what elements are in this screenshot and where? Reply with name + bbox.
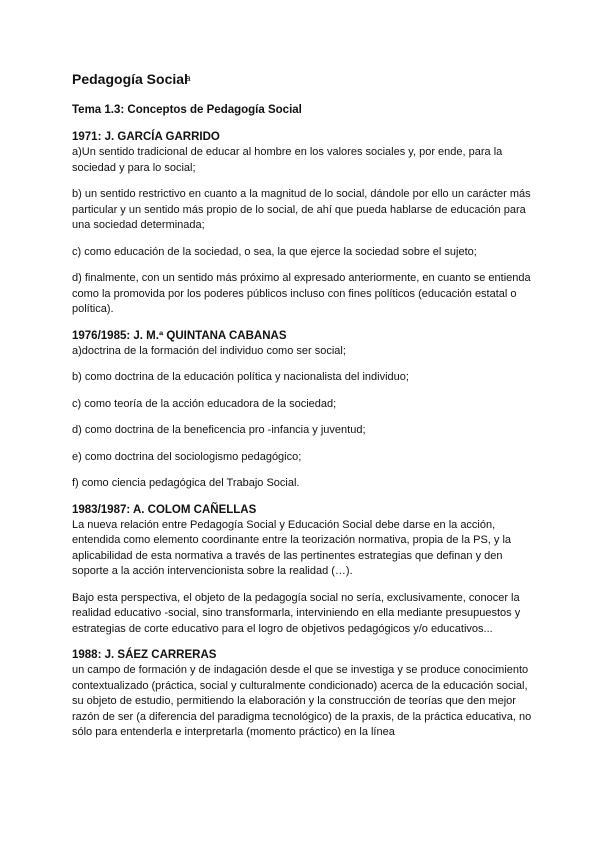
- section-garcia-garrido: [72, 130, 534, 318]
- section-quintana-cabanas: [72, 329, 534, 492]
- section-saez-carreras: [72, 648, 534, 741]
- paragraph: La nueva relación entre Pedagogía Social y Educación Social debe darse en la acción, entendida como elemento coordinante entre la teorización normativa, propia de la PS, y la aplicabilidad de esta normativa a través de las pertinentes estrategias que definan y den soporte a la acción intervencionista sobre la realidad (…).: [72, 518, 512, 577]
- section-heading: 1988: J. SÁEZ CARRERAS: [72, 649, 217, 661]
- section-heading: 1983/1987: A. COLOM CAÑELLAS: [72, 503, 257, 516]
- paragraph: a)Un sentido tradicional de educar al hombre en los valores sociales y, por ende, para la sociedad y para lo social;: [72, 146, 503, 174]
- paragraph: un campo de formación y de indagación desde el que se investiga y se produce conocimiento contextualizado (práctica, social y culturalmente condicionado) acerca de la educación social, su objeto de estudio, permitiendo la elaboración y la construcción de teorías que den mejor razón de ser (a diferencia del paradigma tecnológico) de la praxis, de la práctica educativa, no sólo para entenderla e interpretarla (momento práctico) en la línea: [72, 664, 532, 738]
- section-heading: 1971: J. GARCÍA GARRIDO: [72, 131, 220, 143]
- paragraph: b) un sentido restrictivo en cuanto a la magnitud de lo social, dándole por ello un carácter más particular y un sentido más propio de lo social, de ahí que pueda hablarse de educación para una sociedad determinada;: [72, 188, 531, 231]
- topic-heading: Tema 1.3: Conceptos de Pedagogía Social: [72, 104, 302, 116]
- document-title: [72, 70, 534, 89]
- paragraph: d) finalmente, con un sentido más próximo al expresado anteriormente, en cuanto se entienda como la promovida por los poderes públicos incluso con fines políticos (educación estatal o política).: [72, 272, 531, 315]
- document-page: [72, 70, 534, 752]
- paragraph: a)doctrina de la formación del individuo como ser social;: [72, 344, 346, 357]
- paragraph: d) como doctrina de la beneficencia pro -infancia y juventud;: [72, 424, 366, 436]
- paragraph: f) como ciencia pedagógica del Trabajo Social.: [72, 477, 300, 489]
- title-text: Pedagogía Social: [72, 71, 188, 87]
- paragraph: b) como doctrina de la educación política y nacionalista del individuo;: [72, 371, 409, 383]
- paragraph: c) como educación de la sociedad, o sea, la que ejerce la sociedad sobre el sujeto;: [72, 245, 477, 258]
- paragraph: e) como doctrina del sociologismo pedagógico;: [72, 450, 302, 463]
- section-colom-canellas: [72, 503, 534, 638]
- section-heading: 1976/1985: J. M.ª QUINTANA CABANAS: [72, 329, 287, 342]
- paragraph: Bajo esta perspectiva, el objeto de la pedagogía social no sería, exclusivamente, conocer la realidad educativo -social, sino transformarla, interviniendo en ella mediante presupuestos y estrategias de corte educativo para el logro de objetivos pedagógicos y/o educativos...: [72, 591, 521, 635]
- paragraph: c) como teoría de la acción educadora de la sociedad;: [72, 397, 337, 410]
